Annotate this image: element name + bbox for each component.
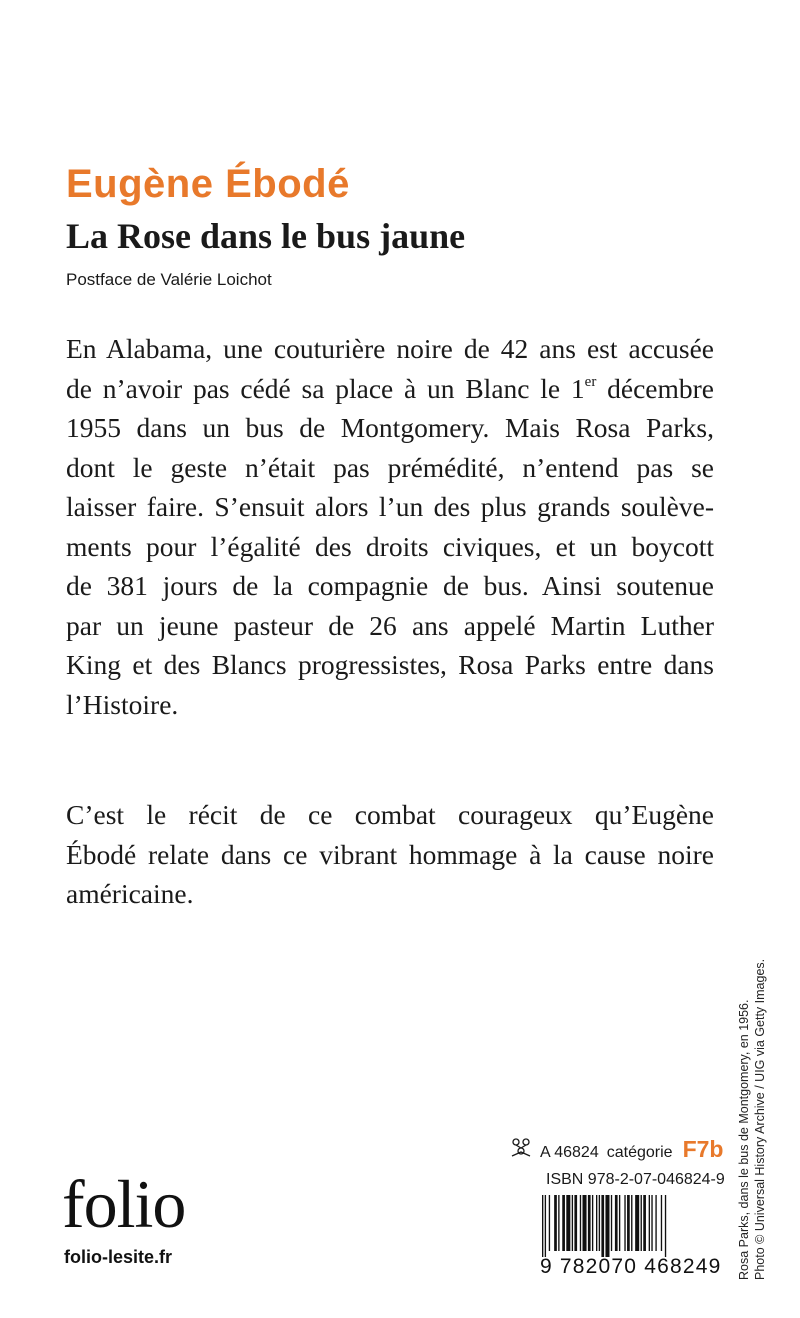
barcode-bar <box>611 1195 612 1251</box>
book-title: La Rose dans le bus jaune <box>66 216 466 256</box>
blurb-paragraph-2 <box>66 795 714 914</box>
barcode-bar <box>542 1195 543 1257</box>
barcode-bar <box>554 1195 557 1251</box>
barcode-bar <box>588 1195 591 1251</box>
catalog-number: A 46824 <box>540 1144 599 1161</box>
barcode-bar <box>615 1195 618 1251</box>
barcode-bar <box>641 1195 642 1251</box>
barcode-bar <box>601 1195 604 1257</box>
blurb-line: dont le geste n’était pas prémédité, n’entend pas se <box>66 451 714 483</box>
barcode-bar <box>619 1195 620 1251</box>
barcode-bars <box>540 1195 712 1257</box>
barcode-bar <box>580 1195 581 1251</box>
category-label: catégorie <box>606 1144 673 1161</box>
ordinal-superscript: er <box>584 373 597 390</box>
blurb-line: laisser faire. S’ensuit alors l’un des plus grands soulève- <box>66 491 714 522</box>
photo-caption: Rosa Parks, dans le bus de Montgomery, en 1956. <box>737 999 751 1280</box>
blurb-line: King et des Blancs progressistes, Rosa Parks entre dans <box>66 649 714 680</box>
product-codes <box>510 1136 725 1189</box>
category-code: F7b <box>682 1136 724 1162</box>
barcode-bar <box>635 1195 639 1251</box>
blurb-line: américaine. <box>66 878 194 909</box>
blurb-paragraph-1 <box>66 329 714 724</box>
blurb-line: Ébodé relate dans ce vibrant hommage à la cause noire <box>66 838 714 870</box>
barcode <box>540 1195 722 1279</box>
postface-credit: Postface de Valérie Loichot <box>66 270 272 289</box>
isbn: ISBN 978-2-07-046824-9 <box>546 1171 725 1188</box>
barcode-bar <box>631 1195 632 1251</box>
barcode-bar <box>574 1195 577 1251</box>
barcode-bar <box>566 1195 570 1251</box>
barcode-bar <box>624 1195 625 1251</box>
photo-credit <box>736 959 768 1280</box>
blurb-line: de n’avoir pas cédé sa place à un Blanc le 1er décembre <box>66 372 714 404</box>
barcode-bar <box>661 1195 662 1251</box>
barcode-bar <box>596 1195 597 1251</box>
barcode-bar <box>572 1195 573 1251</box>
photo-copyright: Photo © Universal History Archive / UIG via Getty Images. <box>753 958 767 1280</box>
gallimard-mark-icon <box>510 1137 532 1162</box>
barcode-bar <box>655 1195 656 1251</box>
blurb-line: En Alabama, une couturière noire de 42 ans est accusée <box>66 333 714 364</box>
blurb-line: de 381 jours de la compagnie de bus. Ainsi soutenue <box>66 570 714 601</box>
barcode-bar <box>643 1195 646 1251</box>
blurb-line: par un jeune pasteur de 26 ans appelé Martin Luther <box>66 609 714 641</box>
author-name: Eugène Ébodé <box>66 162 350 206</box>
barcode-bar <box>549 1195 550 1251</box>
barcode-bar <box>627 1195 630 1251</box>
barcode-bar <box>562 1195 565 1251</box>
barcode-bar <box>651 1195 652 1251</box>
barcode-bar <box>605 1195 609 1257</box>
blurb-line: l’Histoire. <box>66 688 179 720</box>
barcode-bar <box>665 1195 666 1257</box>
barcode-bar <box>545 1195 546 1257</box>
blurb-line: 1955 dans un bus de Montgomery. Mais Rosa Parks, <box>66 412 714 443</box>
folio-logo: folio <box>62 1166 186 1242</box>
barcode-bar <box>558 1195 559 1251</box>
barcode-bar <box>599 1195 600 1251</box>
barcode-bar <box>592 1195 593 1251</box>
blurb-line: ments pour l’égalité des droits civiques, et un boycott <box>66 530 714 562</box>
publisher-website: folio-lesite.fr <box>64 1247 173 1267</box>
barcode-digits: 9 782070 468249 <box>540 1255 722 1278</box>
barcode-bar <box>649 1195 650 1251</box>
blurb-line: C’est le récit de ce combat courageux qu’Eugène <box>66 799 714 830</box>
barcode-bar <box>583 1195 587 1251</box>
